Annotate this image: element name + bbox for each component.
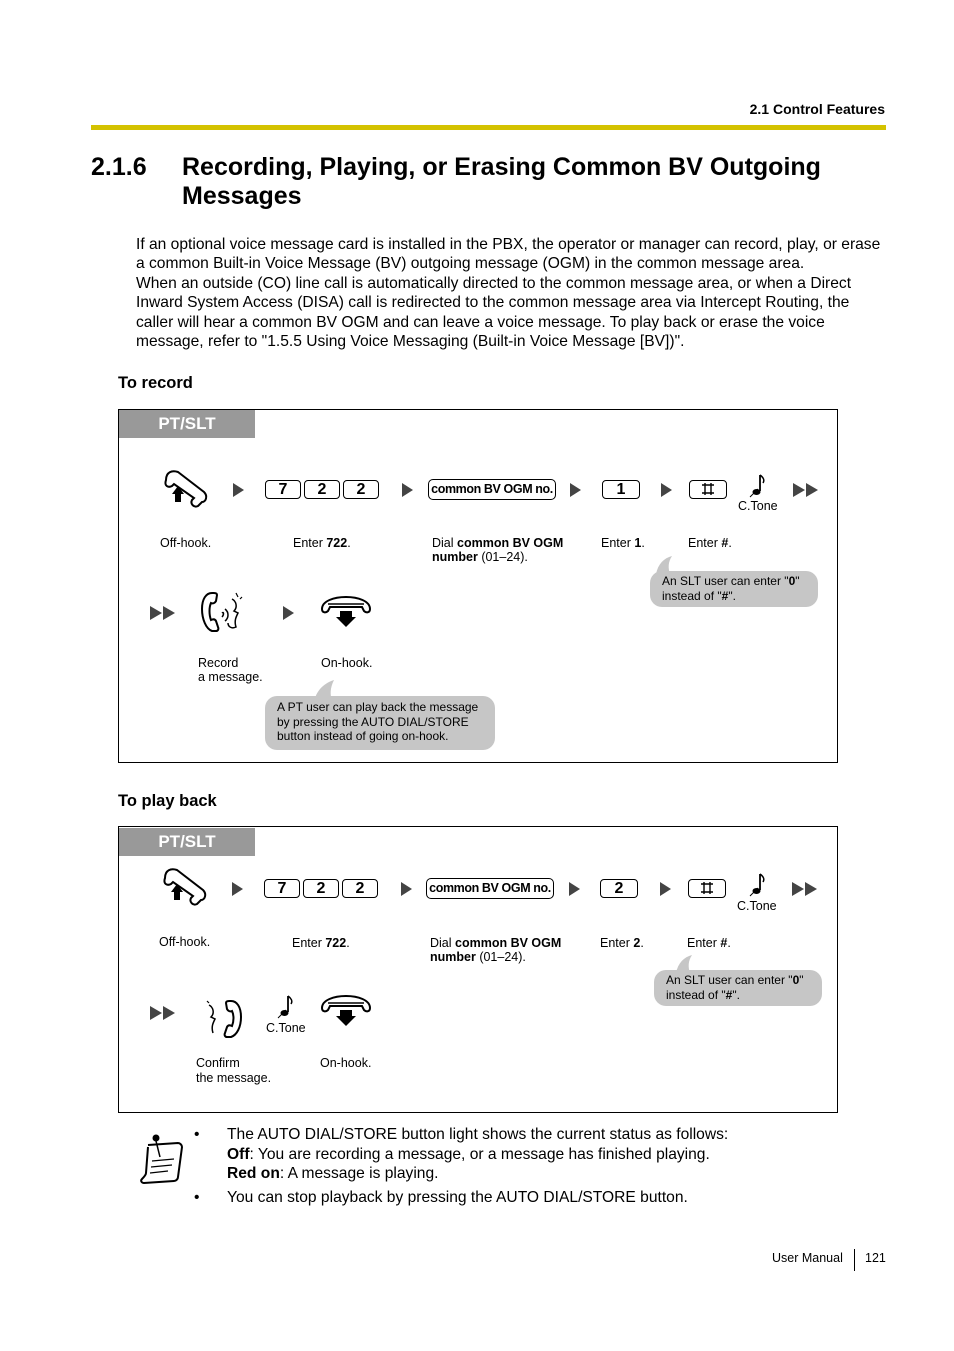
confirmation-tone-icon	[748, 872, 770, 898]
offhook-icon	[158, 466, 210, 512]
note-memo-icon	[138, 1133, 186, 1185]
caption-onhook: On-hook.	[320, 1056, 372, 1070]
continue-arrow	[150, 606, 175, 620]
key-2: 2	[304, 480, 340, 499]
caption-enter-digit: Enter 1.	[601, 536, 645, 550]
note-item-stop: You can stop playback by pressing the AUTO DIAL/STORE button.	[227, 1189, 688, 1206]
caption-record-message: Record a message.	[198, 656, 263, 684]
onhook-icon	[318, 595, 374, 631]
section-number: 2.1.6	[91, 153, 147, 181]
slt-note-bubble: An SLT user can enter "0" instead of "#".	[650, 571, 818, 607]
caption-confirm-message: Confirm the message.	[196, 1056, 272, 1085]
continue-arrow	[150, 1006, 175, 1020]
caption-enter-hash: Enter #.	[687, 936, 731, 950]
key-7: 7	[265, 480, 301, 499]
ogm-number-key: common BV OGM no.	[426, 878, 554, 899]
listen-message-icon	[203, 997, 245, 1039]
caption-enter-code: Enter 722.	[293, 536, 351, 550]
step-arrow	[233, 483, 244, 497]
header-rule	[91, 125, 886, 130]
key-2: 2	[343, 480, 379, 499]
confirmation-tone-icon	[748, 473, 770, 499]
caption-onhook: On-hook.	[321, 656, 373, 670]
hash-glyph-icon	[701, 482, 715, 496]
key-hash	[688, 879, 726, 898]
playback-tab: PT/SLT	[119, 828, 255, 856]
ctone-label: C.Tone	[266, 1021, 306, 1035]
step-arrow	[283, 606, 294, 620]
key-7: 7	[264, 879, 300, 898]
key-1: 1	[602, 480, 640, 499]
step-arrow	[232, 882, 243, 896]
running-header: 2.1 Control Features	[749, 101, 885, 117]
intro-paragraph: If an optional voice message card is installed in the PBX, the operator or manager can record, play, or erase a common Built-in Voice Message (BV) outgoing message (OGM) in the common message area. When an outside (CO) line call is automatically directed to the common message area, or when a Direct Inward System Access (DISA) call is redirected to the common message area via Intercept Routing, the caller will hear a common BV OGM and can leave a voice message. To play back or erase the voice message, refer to "1.5.5 Using Voice Messaging (Built-in Voice Message [BV])".	[136, 236, 881, 351]
ctone-label: C.Tone	[738, 499, 778, 513]
step-arrow	[401, 882, 412, 896]
caption-enter-hash: Enter #.	[688, 536, 732, 550]
step-arrow	[660, 882, 671, 896]
caption-enter-digit: Enter 2.	[600, 936, 644, 950]
continue-arrow	[792, 882, 817, 896]
caption-offhook: Off-hook.	[159, 935, 211, 949]
step-arrow	[661, 483, 672, 497]
pt-note-bubble: A PT user can play back the message by pressing the AUTO DIAL/STORE button instead of going on-hook.	[265, 696, 495, 750]
ctone-label: C.Tone	[737, 899, 777, 913]
caption-offhook: Off-hook.	[160, 536, 212, 550]
step-arrow	[402, 483, 413, 497]
playback-heading: To play back	[118, 792, 217, 810]
key-hash	[689, 480, 727, 499]
caption-dial-ogm: Dial common BV OGM number (01–24).	[432, 536, 564, 564]
key-2: 2	[600, 879, 638, 898]
footer-divider	[854, 1249, 855, 1271]
offhook-icon	[157, 864, 209, 910]
caption-dial-ogm: Dial common BV OGM number (01–24).	[430, 936, 562, 964]
confirmation-tone-icon	[276, 994, 298, 1020]
step-arrow	[570, 483, 581, 497]
ogm-number-key: common BV OGM no.	[428, 479, 556, 500]
footer-manual-label: User Manual	[772, 1251, 843, 1265]
key-2: 2	[342, 879, 378, 898]
note-bullet: •	[194, 1189, 200, 1206]
hash-glyph-icon	[700, 881, 714, 895]
note-item-status: The AUTO DIAL/STORE button light shows the current status as follows: Off: You are recording a message, or a message has finished playing. Red on: A message is playing.	[227, 1126, 729, 1182]
key-2: 2	[303, 879, 339, 898]
record-message-icon	[198, 589, 248, 635]
section-title: Recording, Playing, or Erasing Common BV Outgoing Messages	[182, 153, 821, 210]
step-arrow	[569, 882, 580, 896]
slt-note-bubble: An SLT user can enter "0" instead of "#".	[654, 970, 822, 1006]
record-heading: To record	[118, 374, 193, 392]
page-number: 121	[865, 1251, 886, 1265]
record-tab: PT/SLT	[119, 410, 255, 438]
onhook-icon	[318, 994, 374, 1030]
caption-enter-code: Enter 722.	[292, 936, 350, 950]
continue-arrow	[793, 483, 818, 497]
note-bullet: •	[194, 1126, 200, 1143]
